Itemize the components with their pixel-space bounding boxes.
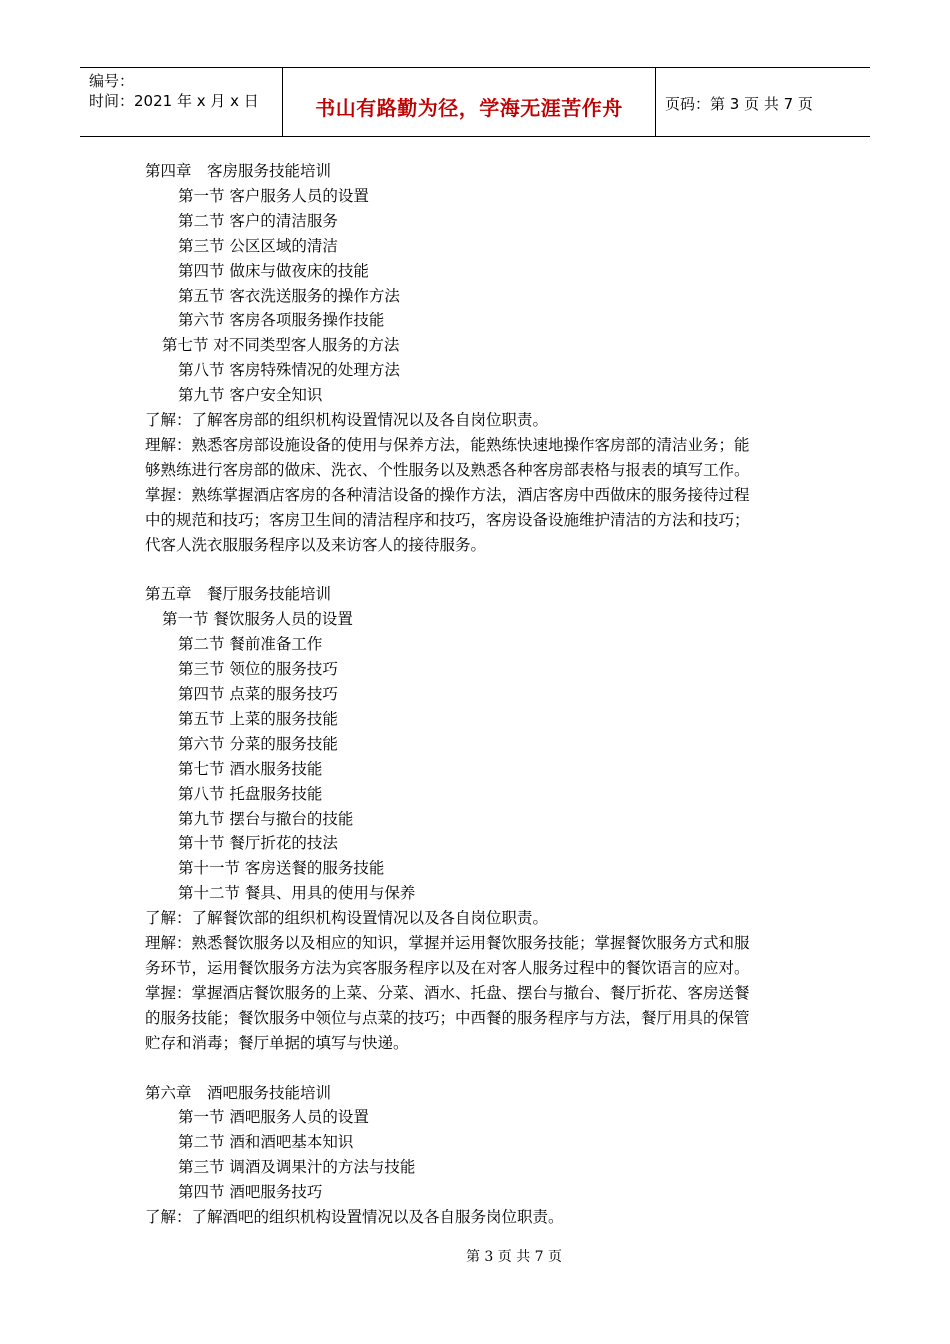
section-item: 第二节 客户的清洁服务 bbox=[178, 211, 338, 230]
header-info-cell bbox=[80, 68, 283, 136]
chapter-spacer bbox=[145, 558, 815, 583]
section-item: 第八节 托盘服务技能 bbox=[178, 784, 323, 803]
section-item: 第十节 餐厅折花的技法 bbox=[178, 834, 338, 853]
requirement-paragraph bbox=[145, 483, 815, 558]
section-item: 第四节 点菜的服务技巧 bbox=[178, 685, 338, 704]
section-item: 第二节 餐前准备工作 bbox=[178, 635, 323, 654]
section-item: 第三节 领位的服务技巧 bbox=[178, 660, 338, 679]
header-page-number: 页码：第 3 页 共 7 页 bbox=[665, 95, 813, 113]
section-item: 第八节 客房特殊情况的处理方法 bbox=[178, 361, 400, 380]
paragraph-line: 中的规范和技巧；客房卫生间的清洁程序和技巧，客房设备设施维护清洁的方法和技巧； bbox=[145, 510, 750, 529]
section-item: 第七节 酒水服务技能 bbox=[178, 759, 323, 778]
paragraph-line: 够熟练进行客房部的做床、洗衣、个性服务以及熟悉各种客房部表格与报表的填写工作。 bbox=[145, 460, 750, 479]
requirement-paragraph bbox=[145, 1205, 815, 1230]
paragraph-line: 贮存和消毒；餐厅单据的填写与快递。 bbox=[145, 1033, 409, 1052]
header-page-cell bbox=[656, 68, 870, 136]
page-footer bbox=[0, 1246, 950, 1266]
requirement-paragraph bbox=[145, 408, 815, 433]
section-item: 第九节 客户安全知识 bbox=[178, 386, 323, 405]
paragraph-line: 掌握：熟练掌握酒店客房的各种清洁设备的操作方法，酒店客房中西做床的服务接待过程 bbox=[145, 485, 750, 504]
header-motto-cell bbox=[283, 68, 656, 136]
section-item: 第六节 分菜的服务技能 bbox=[178, 734, 338, 753]
paragraph-line: 了解：了解酒吧的组织机构设置情况以及各自服务岗位职责。 bbox=[145, 1208, 564, 1227]
section-item: 第四节 酒吧服务技巧 bbox=[178, 1183, 323, 1202]
section-item: 第三节 公区区域的清洁 bbox=[178, 236, 338, 255]
motto-text: 书山有路勤为径，学海无涯苦作舟 bbox=[315, 96, 623, 120]
document-body bbox=[145, 159, 815, 1230]
section-item: 第五节 客衣洗送服务的操作方法 bbox=[178, 286, 400, 305]
paragraph-line: 掌握：掌握酒店餐饮服务的上菜、分菜、酒水、托盘、摆台与撤台、餐厅折花、客房送餐 bbox=[145, 983, 750, 1002]
paragraph-line: 理解：熟悉客房部设施设备的使用与保养方法，能熟练快速地操作客房部的清洁业务；能 bbox=[145, 435, 750, 454]
section-item: 第一节 酒吧服务人员的设置 bbox=[178, 1108, 369, 1127]
requirement-paragraph bbox=[145, 906, 815, 931]
paragraph-line: 务环节，运用餐饮服务方法为宾客服务程序以及在对客人服务过程中的餐饮语言的应对。 bbox=[145, 958, 750, 977]
paragraph-line: 理解：熟悉餐饮服务以及相应的知识，掌握并运用餐饮服务技能；掌握餐饮服务方式和服 bbox=[145, 934, 750, 953]
paragraph-line: 的服务技能；餐饮服务中领位与点菜的技巧；中西餐的服务程序与方法，餐厅用具的保管 bbox=[145, 1008, 750, 1027]
section-item: 第三节 调酒及调果汁的方法与技能 bbox=[178, 1158, 416, 1177]
section-item: 第一节 客户服务人员的设置 bbox=[178, 186, 369, 205]
section-item: 第六节 客房各项服务操作技能 bbox=[178, 311, 385, 330]
document-date: 时间：2021 年 x 月 x 日 bbox=[89, 92, 259, 110]
document-number: 编号： bbox=[89, 72, 135, 90]
requirement-paragraph bbox=[145, 931, 815, 981]
paragraph-line: 了解：了解客房部的组织机构设置情况以及各自岗位职责。 bbox=[145, 411, 549, 430]
paragraph-line: 代客人洗衣服服务程序以及来访客人的接待服务。 bbox=[145, 535, 487, 554]
footer-page-number: 第 3 页 共 7 页 bbox=[465, 1249, 563, 1265]
chapter-title: 第四章 客房服务技能培训 bbox=[145, 162, 332, 180]
chapter-spacer bbox=[145, 1056, 815, 1081]
requirement-paragraph bbox=[145, 981, 815, 1056]
section-item: 第二节 酒和酒吧基本知识 bbox=[178, 1133, 354, 1152]
section-item: 第五节 上菜的服务技能 bbox=[178, 709, 338, 728]
section-item: 第七节 对不同类型客人服务的方法 bbox=[162, 336, 400, 355]
section-item: 第四节 做床与做夜床的技能 bbox=[178, 261, 369, 280]
section-item: 第十一节 客房送餐的服务技能 bbox=[178, 859, 385, 878]
section-item: 第十二节 餐具、用具的使用与保养 bbox=[178, 884, 416, 903]
section-item: 第九节 摆台与撤台的技能 bbox=[178, 809, 354, 828]
chapter-title: 第五章 餐厅服务技能培训 bbox=[145, 585, 332, 604]
page-header bbox=[80, 67, 870, 137]
requirement-paragraph bbox=[145, 433, 815, 483]
section-item: 第一节 餐饮服务人员的设置 bbox=[162, 610, 353, 629]
chapter-title: 第六章 酒吧服务技能培训 bbox=[145, 1083, 332, 1102]
paragraph-line: 了解：了解餐饮部的组织机构设置情况以及各自岗位职责。 bbox=[145, 909, 549, 928]
